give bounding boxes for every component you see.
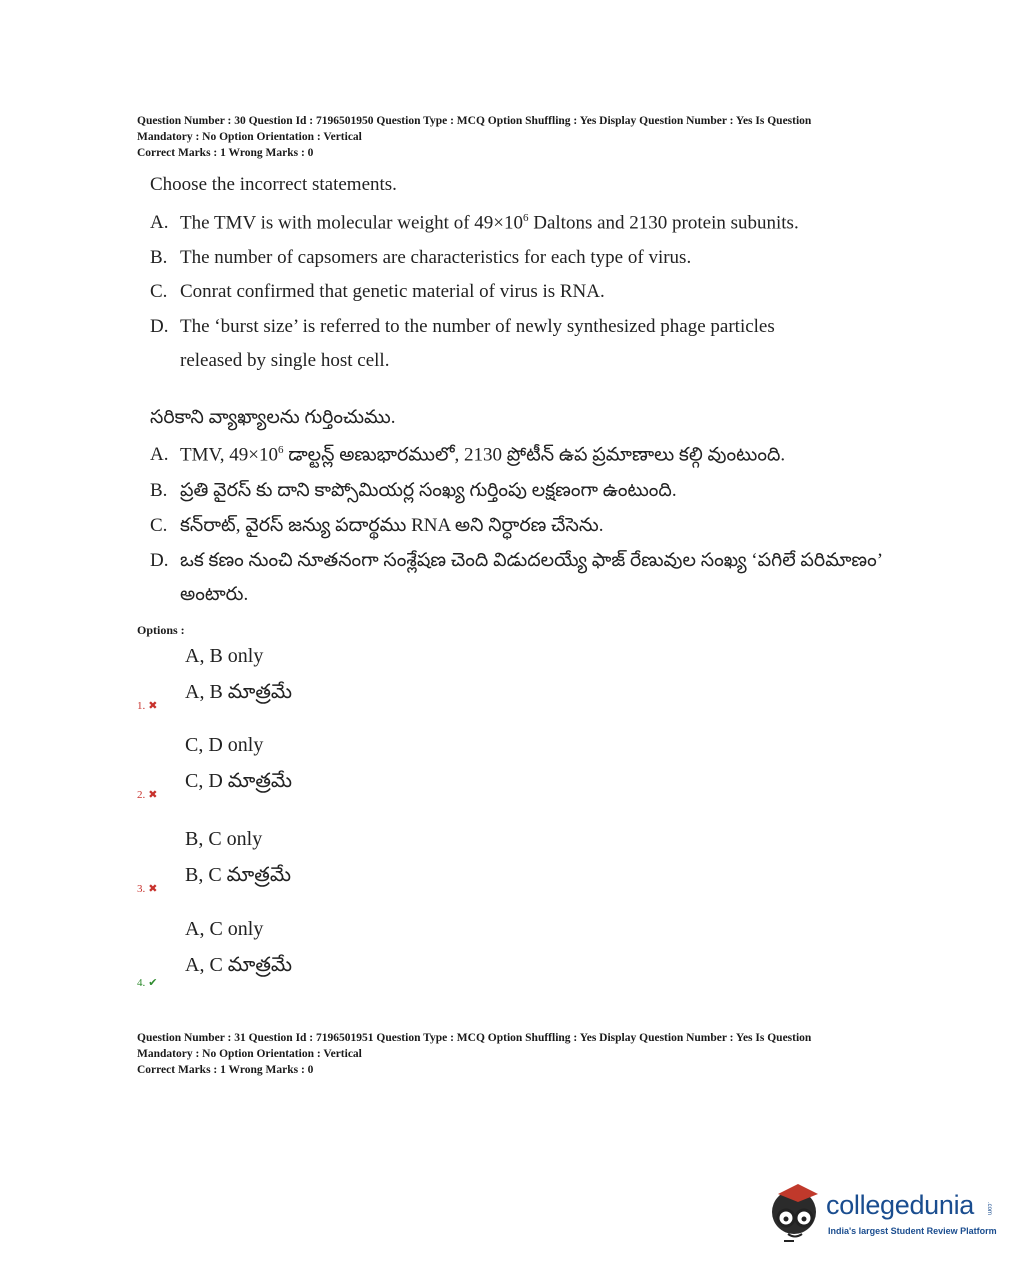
- mascot-icon: [768, 1182, 824, 1246]
- statement-text: కన్‌రాట్, వైరస్ జన్యు పదార్థము RNA అని నిర్ధారణ చేసెను.: [180, 515, 604, 536]
- statement-text: Daltons and 2130 protein subunits.: [528, 212, 799, 234]
- statement-text: The TMV is with molecular weight of 49×10: [180, 212, 523, 234]
- statement-letter: A.: [150, 444, 169, 466]
- statement-text: ప్రతి వైరస్ కు దాని కాప్సోమియర్ల సంఖ్య గుర్తింపు లక్షణంగా ఉంటుంది.: [180, 480, 677, 501]
- statement-d-en-continued: released by single host cell.: [180, 350, 390, 371]
- option-3[interactable]: [137, 828, 637, 918]
- option-number-label: 1.: [137, 700, 146, 712]
- option-text-en: B, C only: [185, 828, 263, 850]
- statement-text: ఒక కణం నుంచి నూతనంగా సంశ్లేషణ చెంది విడుదలయ్యే ఫాజ్ రేణువుల సంఖ్య ‘పగిలే పరిమాణం’: [180, 550, 884, 571]
- statement-letter: B.: [150, 247, 168, 268]
- wrong-mark-icon: ✖: [148, 883, 158, 895]
- question-prompt-te: సరికాని వ్యాఖ్యాలను గుర్తించుము.: [150, 407, 396, 428]
- statement-b-en: [150, 247, 691, 269]
- statement-letter: C.: [150, 281, 168, 302]
- check-mark-icon: ✔: [148, 977, 158, 989]
- superscript: 6: [278, 444, 284, 456]
- option-1[interactable]: [137, 645, 637, 735]
- option-text-en: C, D only: [185, 734, 264, 756]
- option-text-te: A, B మాత్రమే: [185, 681, 293, 703]
- logo-tagline: India's largest Student Review Platform: [828, 1226, 997, 1236]
- statement-text: డాల్టన్ల్ అణుభారములో, 2130 ప్రోటీన్ ఉప ప్రమాణాలు కల్గి వుంటుంది.: [283, 444, 786, 466]
- statement-c-en: [150, 281, 605, 303]
- option-number-label: 4.: [137, 977, 146, 989]
- meta-line: Question Number : 30 Question Id : 7196501950 Question Type : MCQ Option Shuffling : Yes Display Question Number : Yes Is Question: [137, 115, 812, 127]
- statement-letter: B.: [150, 480, 168, 501]
- statement-d-te: [150, 550, 883, 576]
- statement-text: TMV, 49×10: [180, 444, 278, 466]
- option-number-label: 2.: [137, 789, 146, 801]
- statement-text: Conrat confirmed that genetic material of virus is RNA.: [180, 281, 605, 302]
- statement-d-en: [150, 316, 775, 338]
- meta-line: Mandatory : No Option Orientation : Vertical: [137, 131, 362, 143]
- option-4[interactable]: [137, 918, 637, 1008]
- meta-line: Correct Marks : 1 Wrong Marks : 0: [137, 147, 314, 159]
- meta-line: Mandatory : No Option Orientation : Vertical: [137, 1048, 362, 1060]
- question-prompt-en: Choose the incorrect statements.: [150, 174, 397, 195]
- statement-letter: A.: [150, 212, 169, 234]
- statement-letter: D.: [150, 550, 169, 571]
- question-31-meta: [137, 1030, 897, 1078]
- options-label: Options :: [137, 623, 185, 637]
- option-text-te: C, D మాత్రమే: [185, 770, 293, 792]
- option-text-te: A, C మాత్రమే: [185, 954, 293, 976]
- logo-com: .com: [986, 1202, 992, 1216]
- statement-text: The ‘burst size’ is referred to the number of newly synthesized phage particles: [180, 316, 775, 337]
- collegedunia-logo: [768, 1182, 998, 1246]
- option-number-label: 3.: [137, 883, 146, 895]
- option-2[interactable]: [137, 734, 637, 824]
- option-text-en: A, B only: [185, 645, 264, 667]
- wrong-mark-icon: ✖: [148, 789, 158, 801]
- statement-letter: C.: [150, 515, 168, 536]
- option-number: [137, 788, 157, 801]
- option-number: [137, 882, 157, 895]
- superscript: 6: [523, 212, 529, 224]
- statement-text: The number of capsomers are characteristics for each type of virus.: [180, 247, 692, 268]
- option-number: [137, 699, 157, 712]
- statement-d-te-continued: అంటారు.: [180, 584, 249, 605]
- statement-a-te: [150, 444, 785, 470]
- logo-wordmark: collegedunia: [826, 1190, 975, 1220]
- meta-line: Correct Marks : 1 Wrong Marks : 0: [137, 1064, 314, 1076]
- statement-letter: D.: [150, 316, 169, 337]
- statement-b-te: [150, 480, 677, 506]
- meta-line: Question Number : 31 Question Id : 7196501951 Question Type : MCQ Option Shuffling : Yes Display Question Number : Yes Is Question: [137, 1032, 812, 1044]
- question-30-meta: [137, 113, 897, 161]
- statement-a-en: [150, 212, 799, 234]
- statement-c-te: [150, 515, 604, 541]
- wrong-mark-icon: ✖: [148, 700, 158, 712]
- option-text-en: A, C only: [185, 918, 264, 940]
- option-text-te: B, C మాత్రమే: [185, 864, 291, 886]
- option-number: [137, 976, 157, 989]
